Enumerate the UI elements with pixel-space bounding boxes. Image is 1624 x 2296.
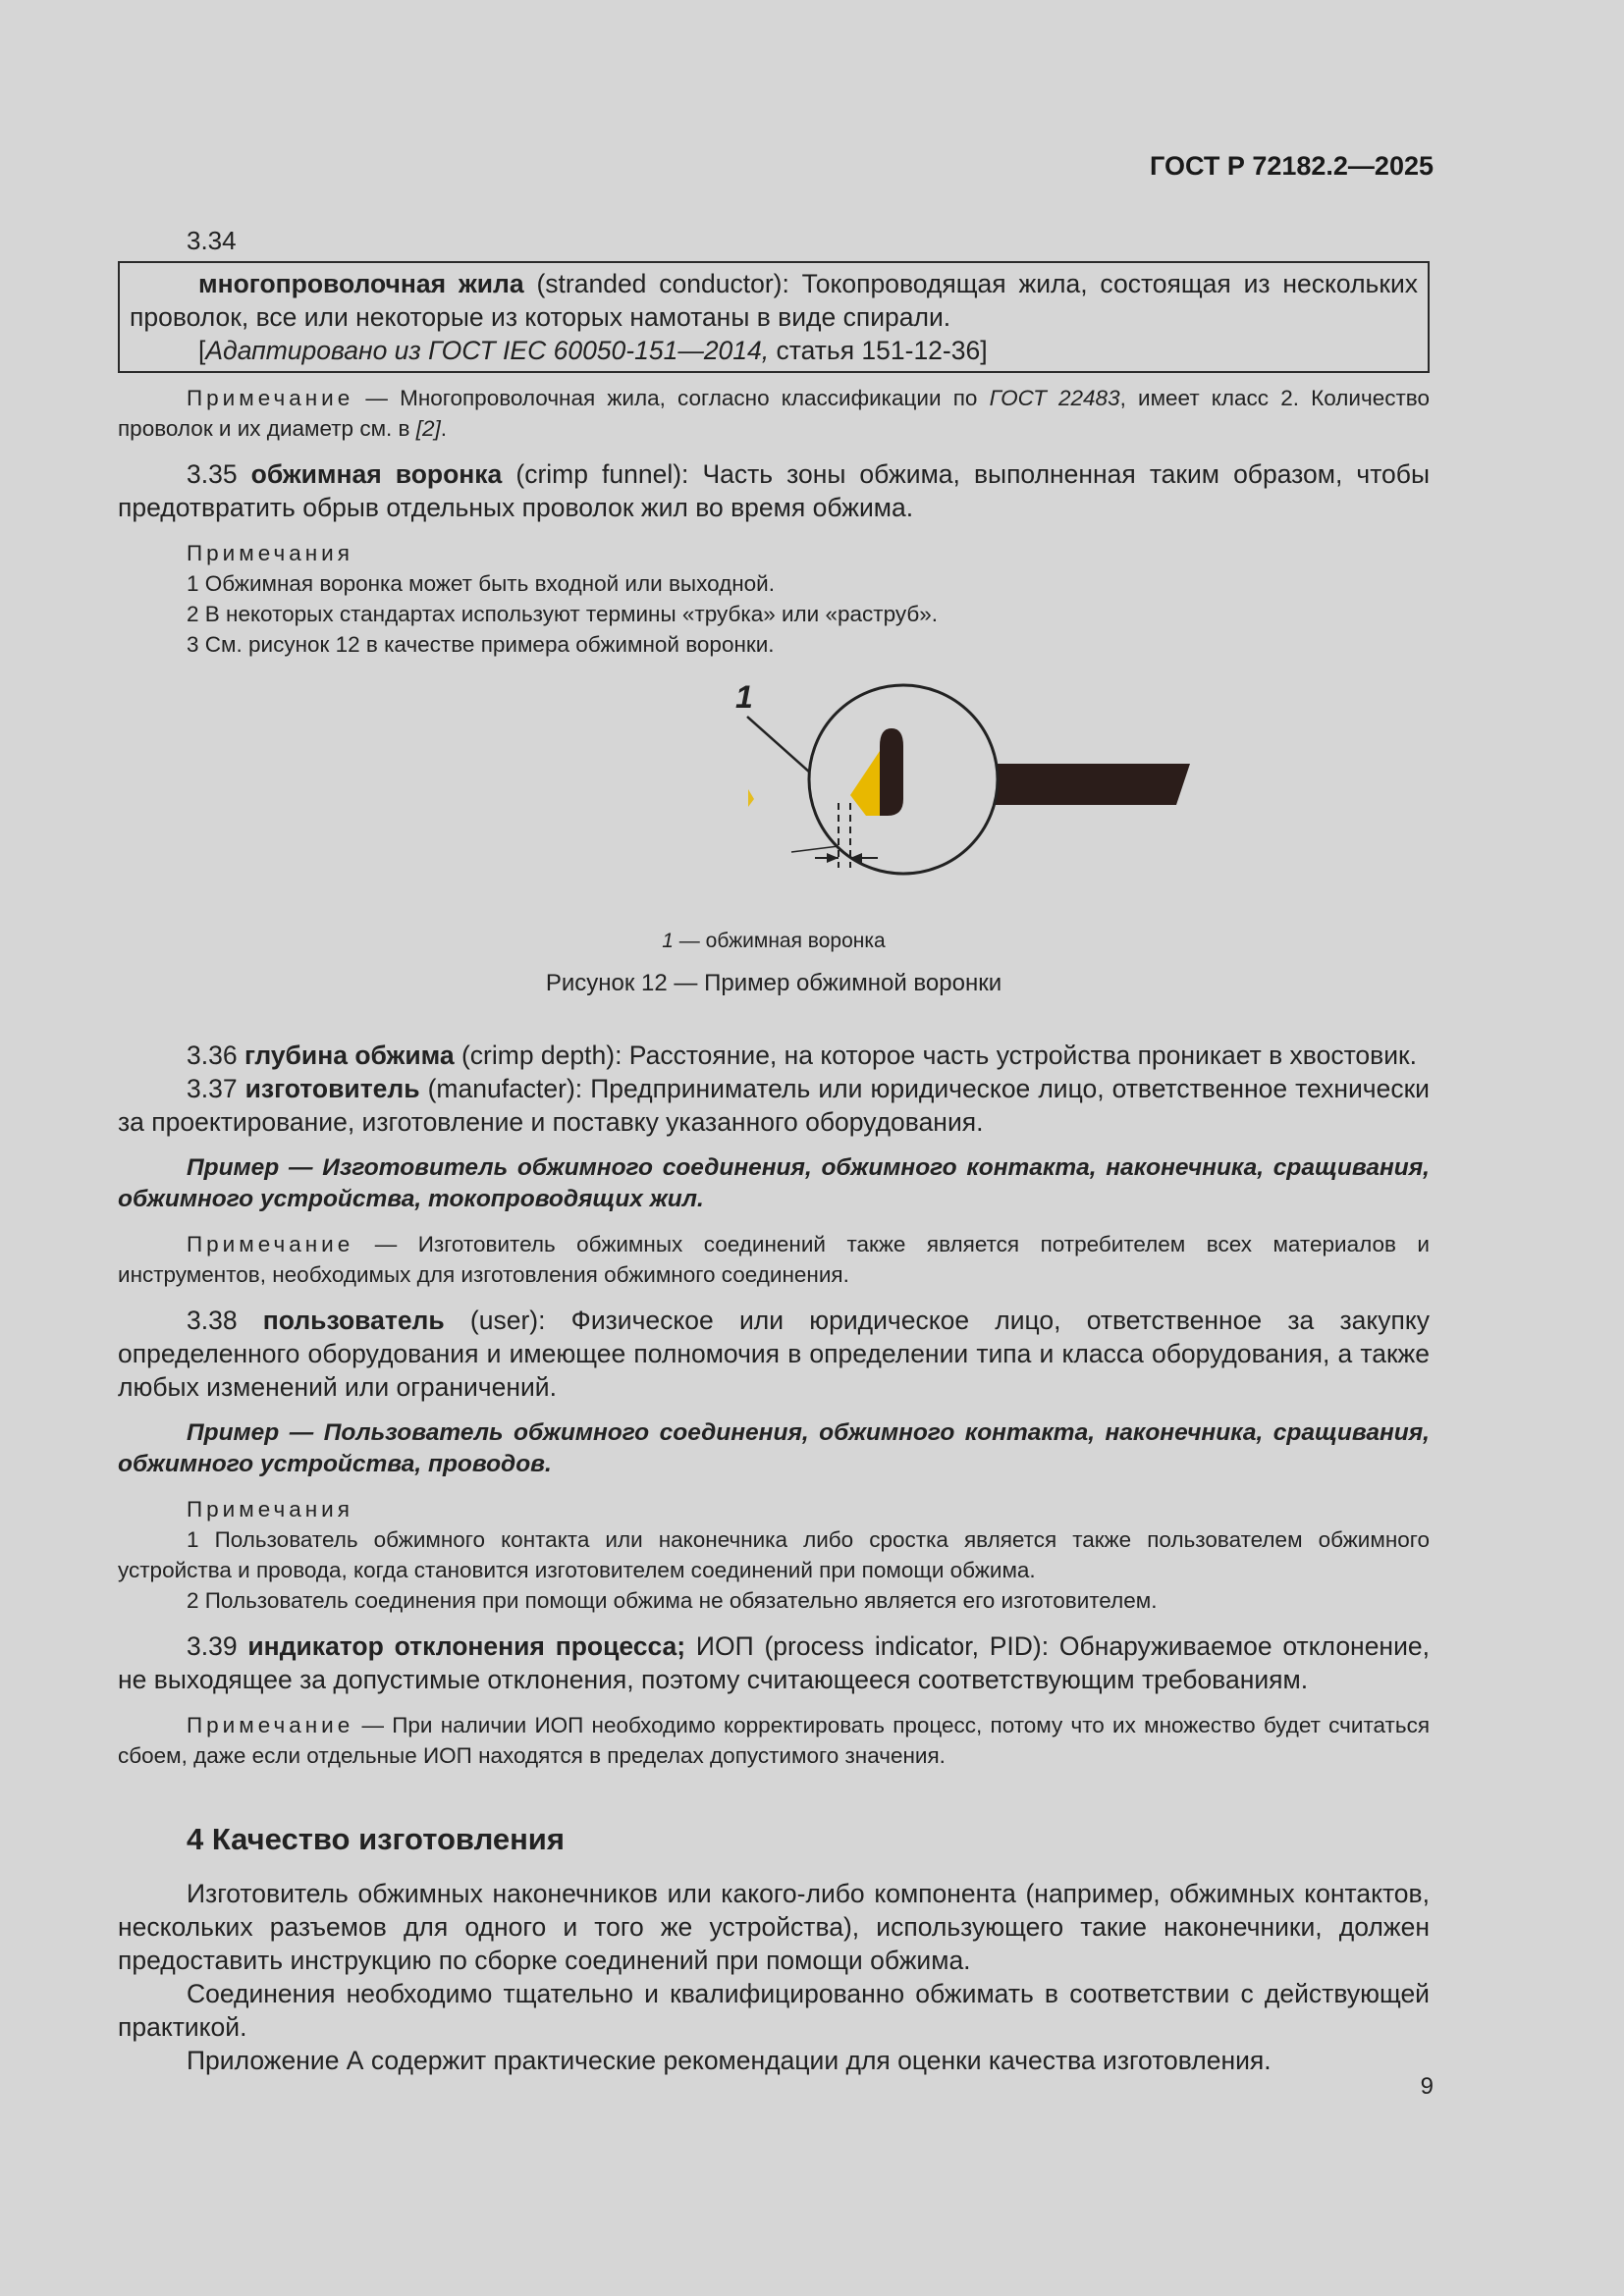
section-paragraph: Соединения необходимо тщательно и квалифицированно обжимать в соответствии с действующей практикой. bbox=[118, 1979, 1430, 2042]
note-text: — При наличии ИОП необходимо корректировать процесс, потому что их множество будет считаться сбоем, даже если отдельные ИОП находятся в пределах допустимого значения. bbox=[118, 1713, 1430, 1768]
leader-line bbox=[791, 846, 839, 852]
note-text: . bbox=[440, 416, 448, 441]
term-number: 3.37 bbox=[187, 1074, 245, 1103]
callout-number: 1 bbox=[735, 679, 753, 715]
source-article: статья 151-12-36] bbox=[769, 336, 988, 365]
term-number-3-34: 3.34 bbox=[187, 226, 237, 255]
note-text: — Многопроволочная жила, согласно классификации по bbox=[353, 386, 990, 410]
note-3-37 bbox=[118, 1229, 1430, 1290]
term-crimp-funnel: обжимная воронка bbox=[250, 459, 503, 489]
definition-text: (user): Физическое или юридическое лицо, ответственное за закупку определенного оборудования и имеющее полномочия в определении типа и класса оборудования, а также любых изменений или ограничений. bbox=[118, 1306, 1430, 1402]
figure-12 bbox=[118, 666, 1430, 923]
definition-3-37 bbox=[118, 1072, 1430, 1139]
legend-number: 1 bbox=[662, 930, 674, 952]
note-bibliography-reference: [2] bbox=[415, 416, 441, 441]
definition-text: (crimp depth): Расстояние, на которое часть устройства проникает в хвостовик. bbox=[454, 1041, 1417, 1070]
note-text: — Изготовитель обжимных соединений также является потребителем всех материалов и инструментов, необходимых для изготовления обжимного соединения. bbox=[118, 1232, 1430, 1287]
note-item: 1 Пользователь обжимного контакта или наконечника либо сростка является также пользователем обжимного устройства и провода, когда становится изготовителем соединений при помощи обжима. bbox=[118, 1527, 1430, 1582]
definition-text: (crimp funnel): Часть зоны обжима, выполненная таким образом, чтобы предотвратить обрыв отдельных проволок жил во время обжима. bbox=[118, 459, 1431, 522]
note-label: Примечание bbox=[187, 1232, 354, 1256]
note-3-39 bbox=[118, 1710, 1430, 1771]
note-item: 2 В некоторых стандартах используют термины «трубка» или «раструб». bbox=[187, 602, 938, 626]
figure-legend bbox=[118, 927, 1430, 956]
term-number: 3.36 bbox=[187, 1041, 244, 1070]
definition-3-34 bbox=[130, 267, 1418, 334]
legend-text: — обжимная воронка bbox=[673, 930, 886, 952]
term-user: пользователь bbox=[262, 1306, 445, 1335]
note-item: 3 См. рисунок 12 в качестве примера обжимной воронки. bbox=[187, 632, 775, 657]
page-content bbox=[118, 224, 1430, 2077]
term-process-indicator: индикатор отклонения процесса; bbox=[247, 1631, 686, 1661]
notes-label-3-35: Примечания bbox=[187, 541, 353, 565]
section-paragraph: Изготовитель обжимных наконечников или какого-либо компонента (например, обжимных контактов, нескольких разъемов для одного и того же устройства), использующего такие наконечники, должен предоставить инструкцию по сборке соединений при помощи обжима. bbox=[118, 1879, 1430, 1975]
section-paragraph: Приложение А содержит практические рекомендации для оценки качества изготовления. bbox=[187, 2046, 1272, 2075]
definition-text: (stranded conductor): Токопроводящая жила, состоящая из нескольких проволок, все или некоторые из которых намотаны в виде спирали. bbox=[130, 269, 1418, 332]
barrel-wall bbox=[880, 728, 903, 816]
term-number: 3.35 bbox=[187, 459, 251, 489]
term-stranded-conductor: многопроволочная жила bbox=[198, 269, 524, 298]
note-3-34 bbox=[118, 383, 1430, 444]
term-crimp-depth: глубина обжима bbox=[244, 1041, 455, 1070]
note-label: Примечание bbox=[187, 1713, 354, 1737]
definition-source bbox=[130, 334, 1418, 367]
source-bracket: [ bbox=[198, 336, 206, 365]
definition-text: ИОП (process indicator, PID): Обнаруживаемое отклонение, не выходящее за допустимые отклонения, поэтому считающееся соответствующим требованиям. bbox=[118, 1631, 1430, 1694]
definition-text: (manufacter): Предприниматель или юридическое лицо, ответственное технически за проектирование, изготовление и поставку указанного оборудования. bbox=[118, 1074, 1430, 1137]
faint-funnel-fragment bbox=[748, 789, 754, 807]
term-number: 3.38 bbox=[187, 1306, 263, 1335]
definition-3-36 bbox=[118, 1039, 1430, 1072]
definition-3-35 bbox=[118, 457, 1430, 524]
notes-label-3-38: Примечания bbox=[187, 1497, 353, 1522]
term-manufacturer: изготовитель bbox=[244, 1074, 420, 1103]
note-text: , имеет класс 2. Количество проволок и их диаметр см. в bbox=[118, 386, 1430, 441]
page-number: 9 bbox=[1420, 2073, 1434, 2100]
note-gost-reference: ГОСТ 22483 bbox=[989, 386, 1120, 410]
term-number: 3.39 bbox=[187, 1631, 248, 1661]
note-item: 1 Обжимная воронка может быть входной или выходной. bbox=[187, 571, 775, 596]
example-3-37: Пример — Изготовитель обжимного соединения, обжимного контакта, наконечника, сращивания, обжимного устройства, токопроводящих жил. bbox=[118, 1154, 1430, 1212]
note-label: Примечание bbox=[187, 386, 354, 410]
standard-designation: ГОСТ Р 72182.2—2025 bbox=[1150, 151, 1434, 181]
crimp-funnel-illustration bbox=[471, 666, 1218, 923]
example-3-38: Пример — Пользователь обжимного соединения, обжимного контакта, наконечника, сращивания, обжимного устройства, проводов. bbox=[118, 1419, 1430, 1477]
figure-caption: Рисунок 12 — Пример обжимной воронки bbox=[545, 970, 1002, 996]
definition-box-3-34 bbox=[118, 261, 1430, 373]
note-item: 2 Пользователь соединения при помощи обжима не обязательно является его изготовителем. bbox=[187, 1588, 1158, 1613]
definition-3-38 bbox=[118, 1304, 1430, 1404]
source-reference: Адаптировано из ГОСТ IEC 60050-151—2014, bbox=[205, 336, 770, 365]
arrowhead-icon bbox=[827, 853, 839, 863]
definition-3-39 bbox=[118, 1629, 1430, 1696]
section-heading-4: 4 Качество изготовления bbox=[187, 1822, 565, 1856]
